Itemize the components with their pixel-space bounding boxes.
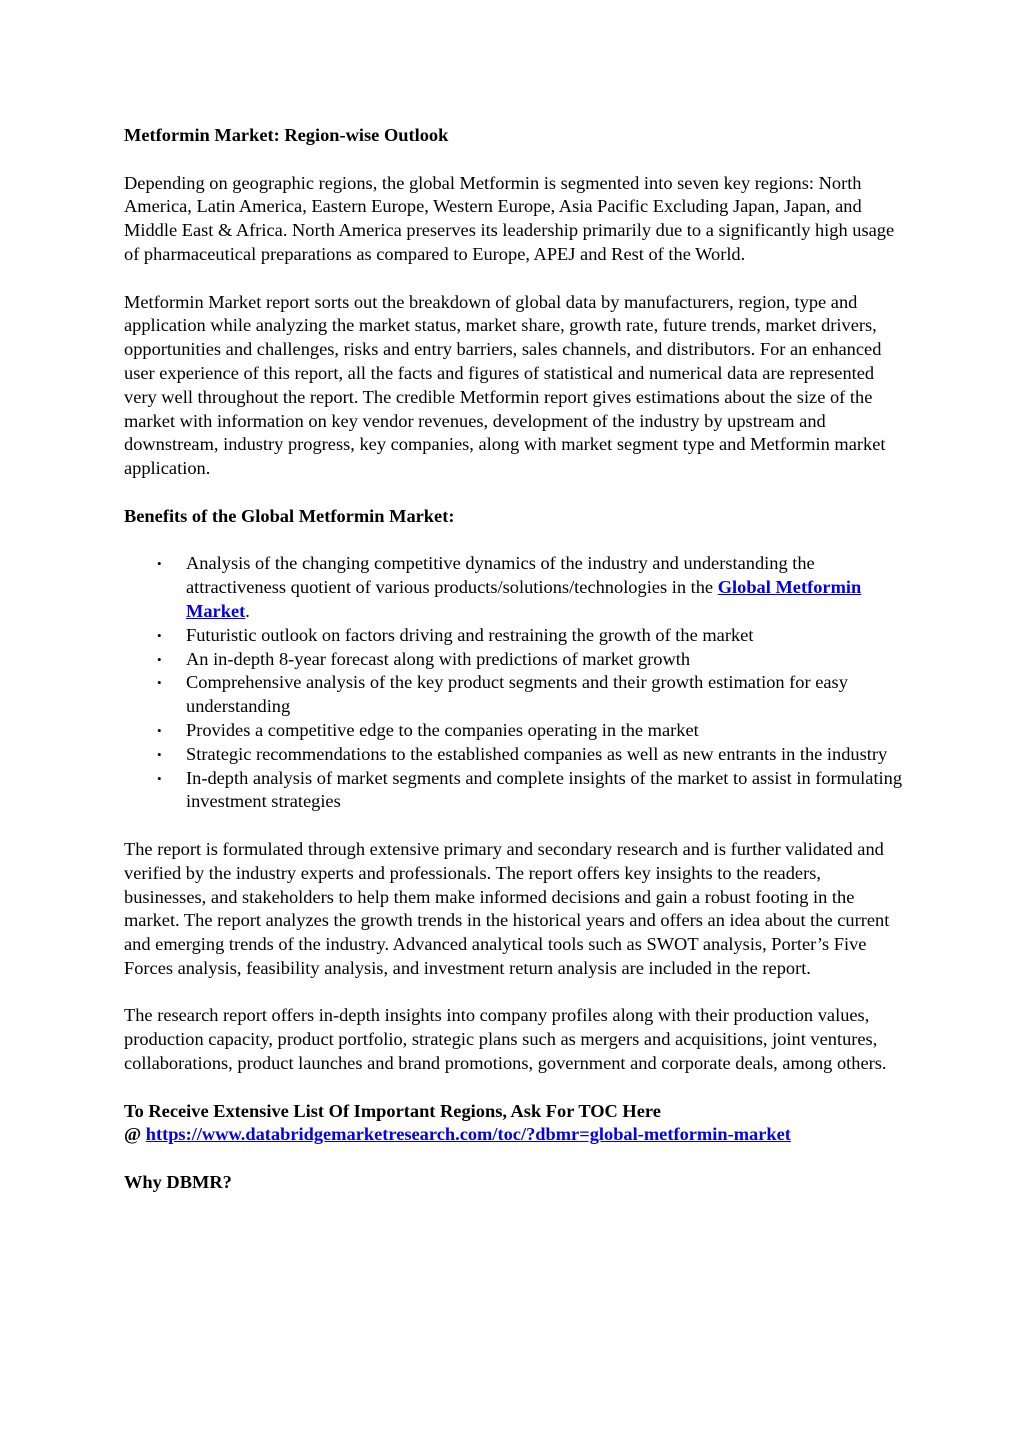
benefit-item (124, 719, 904, 743)
why-dbmr-heading: Why DBMR? (124, 1172, 232, 1193)
bullet-icon: • (157, 556, 162, 572)
bullet-icon: • (157, 746, 162, 762)
bullet-icon: • (157, 651, 162, 667)
bullet-icon: • (157, 722, 162, 738)
bullet-icon: • (157, 770, 162, 786)
toc-heading: To Receive Extensive List Of Important Regions, Ask For TOC Here (124, 1100, 661, 1121)
region-outlook-paragraph: Depending on geographic regions, the global Metformin is segmented into seven key regions: North America, Latin America, Eastern Europe, Western Europe, Asia Pacific Excluding Japan, Japan, and Middle East & Africa. North America preserves its leadership primarily due to a significantly high usage of pharmaceutical preparations as compared to Europe, APEJ and Rest of the World. (124, 172, 895, 264)
benefit-item (124, 743, 904, 767)
benefit-item-text: In-depth analysis of market segments and complete insights of the market to assist in formulating investment strategies (186, 767, 903, 812)
benefit-item-text: An in-depth 8-year forecast along with predictions of market growth (186, 648, 691, 669)
bullet-icon: • (157, 675, 162, 691)
research-method-paragraph: The report is formulated through extensive primary and secondary research and is further validated and verified by the industry experts and professionals. The report offers key insights to the readers, businesses, and stakeholders to help them make informed decisions and gain a robust footing in the market. The report analyzes the growth trends in the historical years and offers an idea about the current and emerging trends of the industry. Advanced analytical tools such as SWOT analysis, Porter’s Five Forces analysis, feasibility analysis, and investment return analysis are included in the report. (124, 838, 890, 978)
benefits-heading: Benefits of the Global Metformin Market: (124, 505, 455, 526)
benefit-item-text: Analysis of the changing competitive dynamics of the industry and understanding the attractiveness quotient of various products/solutions/technologies in the (186, 553, 815, 598)
company-profiles-paragraph: The research report offers in-depth insights into company profiles along with their production values, production capacity, product portfolio, strategic plans such as mergers and acquisitions, joint ventures, collaborations, product launches and brand promotions, government and corporate deals, among others. (124, 1005, 887, 1074)
bullet-icon: • (157, 627, 162, 643)
benefit-item-text: Futuristic outlook on factors driving and restraining the growth of the market (186, 624, 754, 645)
benefit-item-text: Strategic recommendations to the established companies as well as new entrants in the industry (186, 743, 888, 764)
benefit-item-end: . (245, 600, 250, 621)
benefits-list (124, 552, 904, 814)
benefit-item (124, 671, 904, 719)
benefit-item (124, 624, 904, 648)
document-page (124, 124, 904, 1195)
report-overview-paragraph: Metformin Market report sorts out the breakdown of global data by manufacturers, region, type and application while analyzing the market status, market share, growth rate, future trends, market drivers, opportunities and challenges, risks and entry barriers, sales channels, and distributors. For an enhanced user experience of this report, all the facts and figures of statistical and numerical data are represented very well throughout the report. The credible Metformin report gives estimations about the size of the market with information on key vendor revenues, development of the industry by upstream and downstream, industry progress, key companies, along with market segment type and Metformin market application. (124, 291, 886, 479)
benefit-item (124, 552, 904, 623)
region-outlook-heading: Metformin Market: Region-wise Outlook (124, 125, 449, 145)
benefit-item (124, 648, 904, 672)
toc-link-line (124, 1123, 904, 1147)
benefit-item (124, 767, 904, 815)
global-metformin-market-link[interactable]: Global Metformin Market (186, 577, 862, 621)
toc-link[interactable]: https://www.databridgemarketresearch.com/toc/?dbmr=global-metformin-market (145, 1124, 791, 1145)
benefit-item-text: Provides a competitive edge to the companies operating in the market (186, 719, 699, 740)
toc-at-symbol: @ (124, 1124, 146, 1145)
benefit-item-text: Comprehensive analysis of the key product segments and their growth estimation for easy understanding (186, 672, 848, 717)
